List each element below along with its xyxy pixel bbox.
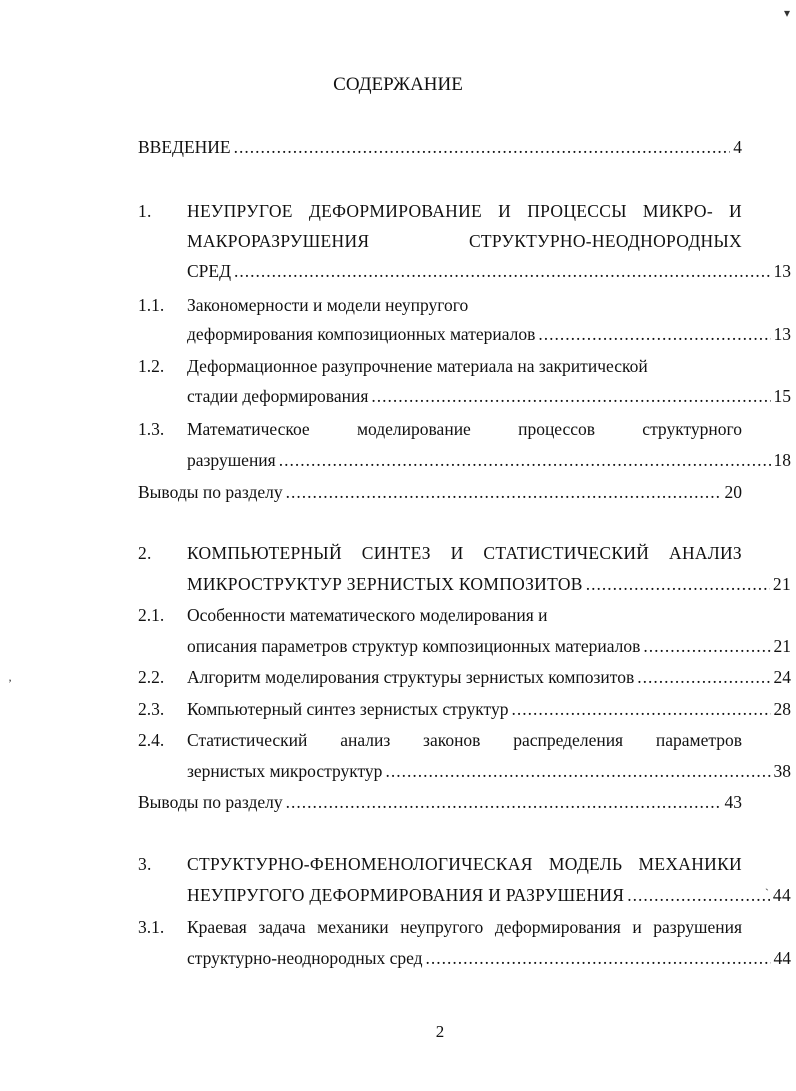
toc-label: ВВЕДЕНИЕ xyxy=(138,137,231,157)
toc-number: 1.3. xyxy=(138,419,165,439)
toc-chapter-3[interactable] xyxy=(138,853,742,875)
toc-number: 3.1. xyxy=(138,917,165,937)
toc-number: 1. xyxy=(138,201,152,221)
toc-page: 15 xyxy=(773,386,791,406)
toc-page: 21 xyxy=(773,636,791,656)
toc-number: 2.4. xyxy=(138,730,165,750)
toc-label: разрушения xyxy=(187,450,276,470)
toc-label: Компьютерный синтез зернистых структур xyxy=(187,699,509,719)
toc-entry-intro[interactable] xyxy=(138,136,742,158)
toc-section-2-4[interactable] xyxy=(138,729,742,751)
toc-section-3-1[interactable] xyxy=(138,916,742,938)
toc-section-1-1[interactable] xyxy=(138,294,742,316)
toc-section-2-2[interactable] xyxy=(138,666,791,688)
toc-page: 43 xyxy=(724,792,742,812)
toc-number: 3. xyxy=(138,854,152,874)
toc-label: Выводы по разделу xyxy=(138,792,283,812)
toc-number: 2.1. xyxy=(138,605,165,625)
toc-label: МАКРОРАЗРУШЕНИЯ СТРУКТУРНО-НЕОДНОРОДНЫХ xyxy=(187,231,742,251)
toc-page: 24 xyxy=(773,667,791,687)
toc-chapter-2-line-2 xyxy=(138,573,791,595)
toc-number: 1.1. xyxy=(138,295,165,315)
toc-section-1-3-line-2 xyxy=(138,449,791,471)
toc-chapter-1-line-2 xyxy=(138,230,742,252)
toc-label: структурно-неоднородных сред xyxy=(187,948,423,968)
scan-mark-left: ’ xyxy=(8,676,12,690)
toc-conclusion-1[interactable] xyxy=(138,481,742,503)
toc-chapter-1[interactable] xyxy=(138,200,742,222)
toc-chapter-3-line-2 xyxy=(138,884,791,906)
toc-section-2-1-line-2 xyxy=(138,635,791,657)
toc-number: 2.3. xyxy=(138,699,165,719)
toc-chapter-2[interactable] xyxy=(138,542,742,564)
toc-page: 44 xyxy=(773,948,791,968)
toc-section-1-3[interactable] xyxy=(138,418,742,440)
toc-number: 2.2. xyxy=(138,667,165,687)
toc-number: 1.2. xyxy=(138,356,165,376)
page-number: 2 xyxy=(435,1022,445,1041)
toc-section-1-2[interactable] xyxy=(138,355,742,377)
toc-label: Особенности математического моделирования и xyxy=(187,605,548,625)
toc-section-2-4-line-2 xyxy=(138,760,791,782)
toc-number: 2. xyxy=(138,543,152,563)
toc-label: зернистых микроструктур xyxy=(187,761,383,781)
toc-label: стадии деформирования xyxy=(187,386,369,406)
toc-page: 18 xyxy=(773,450,791,470)
toc-label: деформирования композиционных материалов xyxy=(187,324,536,344)
toc-conclusion-2[interactable] xyxy=(138,791,742,813)
toc-section-1-2-line-2 xyxy=(138,385,791,407)
toc-label: Алгоритм моделирования структуры зернистых композитов xyxy=(187,667,635,687)
toc-page: 13 xyxy=(773,324,791,344)
toc-section-2-1[interactable] xyxy=(138,604,742,626)
toc-label: МИКРОСТРУКТУР ЗЕРНИСТЫХ КОМПОЗИТОВ xyxy=(187,574,583,594)
toc-page: 28 xyxy=(773,699,791,719)
toc-page: 20 xyxy=(724,482,742,502)
toc-page: 13 xyxy=(773,261,791,281)
toc-page: 4 xyxy=(733,137,742,157)
page-title: СОДЕРЖАНИЕ xyxy=(333,74,463,95)
toc-chapter-1-line-3 xyxy=(138,260,791,282)
toc-label: Статистический анализ законов распределения параметров xyxy=(187,730,742,750)
toc-label: Математическое моделирование процессов структурного xyxy=(187,419,742,439)
toc-label: СРЕД xyxy=(187,261,232,281)
toc-label: КОМПЬЮТЕРНЫЙ СИНТЕЗ И СТАТИСТИЧЕСКИЙ АНАЛИЗ xyxy=(187,543,742,563)
scan-mark-right: ` xyxy=(765,886,769,900)
toc-page: 44 xyxy=(772,885,791,905)
toc-label: Выводы по разделу xyxy=(138,482,283,502)
toc-label: Деформационное разупрочнение материала на закритической xyxy=(187,356,648,376)
toc-page: 38 xyxy=(773,761,791,781)
toc-page: 21 xyxy=(772,574,791,594)
toc-label: НЕУПРУГОГО ДЕФОРМИРОВАНИЯ И РАЗРУШЕНИЯ xyxy=(187,885,625,905)
toc-label: Краевая задача механики неупругого деформирования и разрушения xyxy=(187,917,742,937)
toc-label: СТРУКТУРНО-ФЕНОМЕНОЛОГИЧЕСКАЯ МОДЕЛЬ МЕХАНИКИ xyxy=(187,854,742,874)
toc-label: НЕУПРУГОЕ ДЕФОРМИРОВАНИЕ И ПРОЦЕССЫ МИКРО- И xyxy=(187,201,742,221)
toc-section-1-1-line-2 xyxy=(138,323,791,345)
toc-label: описания параметров структур композиционных материалов xyxy=(187,636,641,656)
toc-label: Закономерности и модели неупругого xyxy=(187,295,469,315)
toc-section-2-3[interactable] xyxy=(138,698,791,720)
scan-mark-corner: ▾ xyxy=(784,6,791,20)
toc-section-3-1-line-2 xyxy=(138,947,791,969)
